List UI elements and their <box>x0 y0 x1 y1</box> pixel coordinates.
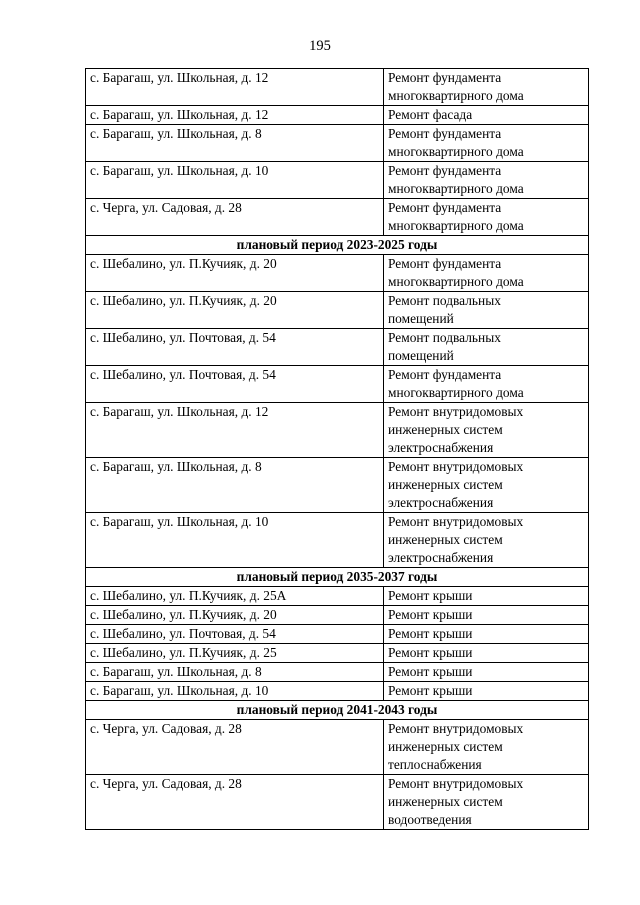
work-type-cell: Ремонт фундамента многоквартирного дома <box>384 162 589 199</box>
address-cell: с. Шебалино, ул. П.Кучияк, д. 25А <box>86 587 384 606</box>
section-title: плановый период 2041-2043 годы <box>86 701 589 720</box>
work-type-cell: Ремонт внутридомовых инженерных систем электроснабжения <box>384 458 589 513</box>
table-row <box>86 199 589 236</box>
page-number: 195 <box>309 38 331 54</box>
address-cell: с. Шебалино, ул. П.Кучияк, д. 20 <box>86 606 384 625</box>
address-cell: с. Шебалино, ул. Почтовая, д. 54 <box>86 625 384 644</box>
table-row <box>86 644 589 663</box>
address-cell: с. Барагаш, ул. Школьная, д. 8 <box>86 125 384 162</box>
work-type-cell: Ремонт крыши <box>384 682 589 701</box>
table-row <box>86 292 589 329</box>
work-type-cell: Ремонт внутридомовых инженерных систем электроснабжения <box>384 403 589 458</box>
work-type-cell: Ремонт фасада <box>384 106 589 125</box>
table-row <box>86 513 589 568</box>
table-row <box>86 458 589 513</box>
address-cell: с. Барагаш, ул. Школьная, д. 8 <box>86 458 384 513</box>
section-header-row <box>86 568 589 587</box>
work-type-cell: Ремонт фундамента многоквартирного дома <box>384 199 589 236</box>
table-row <box>86 587 589 606</box>
work-type-cell: Ремонт подвальных помещений <box>384 292 589 329</box>
work-type-cell: Ремонт фундамента многоквартирного дома <box>384 255 589 292</box>
table-row <box>86 255 589 292</box>
work-type-cell: Ремонт подвальных помещений <box>384 329 589 366</box>
table-row <box>86 69 589 106</box>
address-cell: с. Барагаш, ул. Школьная, д. 12 <box>86 403 384 458</box>
table-row <box>86 106 589 125</box>
section-title: плановый период 2035-2037 годы <box>86 568 589 587</box>
repair-schedule-body <box>86 69 589 830</box>
address-cell: с. Барагаш, ул. Школьная, д. 10 <box>86 162 384 199</box>
address-cell: с. Барагаш, ул. Школьная, д. 12 <box>86 106 384 125</box>
work-type-cell: Ремонт фундамента многоквартирного дома <box>384 366 589 403</box>
address-cell: с. Барагаш, ул. Школьная, д. 10 <box>86 513 384 568</box>
section-header-row <box>86 236 589 255</box>
address-cell: с. Шебалино, ул. Почтовая, д. 54 <box>86 329 384 366</box>
table-row <box>86 125 589 162</box>
work-type-cell: Ремонт крыши <box>384 587 589 606</box>
repair-schedule-table <box>85 68 589 830</box>
address-cell: с. Барагаш, ул. Школьная, д. 8 <box>86 663 384 682</box>
address-cell: с. Шебалино, ул. Почтовая, д. 54 <box>86 366 384 403</box>
table-row <box>86 682 589 701</box>
work-type-cell: Ремонт крыши <box>384 625 589 644</box>
work-type-cell: Ремонт фундамента многоквартирного дома <box>384 125 589 162</box>
work-type-cell: Ремонт крыши <box>384 644 589 663</box>
table-row <box>86 162 589 199</box>
table-row <box>86 663 589 682</box>
work-type-cell: Ремонт внутридомовых инженерных систем электроснабжения <box>384 513 589 568</box>
table-row <box>86 625 589 644</box>
table-row <box>86 720 589 775</box>
address-cell: с. Черга, ул. Садовая, д. 28 <box>86 199 384 236</box>
section-title: плановый период 2023-2025 годы <box>86 236 589 255</box>
table-row <box>86 366 589 403</box>
table-row <box>86 329 589 366</box>
address-cell: с. Шебалино, ул. П.Кучияк, д. 20 <box>86 292 384 329</box>
section-header-row <box>86 701 589 720</box>
address-cell: с. Шебалино, ул. П.Кучияк, д. 20 <box>86 255 384 292</box>
table-row <box>86 403 589 458</box>
table-row <box>86 606 589 625</box>
work-type-cell: Ремонт внутридомовых инженерных систем водоотведения <box>384 775 589 830</box>
address-cell: с. Черга, ул. Садовая, д. 28 <box>86 775 384 830</box>
work-type-cell: Ремонт крыши <box>384 663 589 682</box>
address-cell: с. Барагаш, ул. Школьная, д. 12 <box>86 69 384 106</box>
table-row <box>86 775 589 830</box>
address-cell: с. Черга, ул. Садовая, д. 28 <box>86 720 384 775</box>
work-type-cell: Ремонт крыши <box>384 606 589 625</box>
address-cell: с. Барагаш, ул. Школьная, д. 10 <box>86 682 384 701</box>
work-type-cell: Ремонт фундамента многоквартирного дома <box>384 69 589 106</box>
address-cell: с. Шебалино, ул. П.Кучияк, д. 25 <box>86 644 384 663</box>
work-type-cell: Ремонт внутридомовых инженерных систем теплоснабжения <box>384 720 589 775</box>
